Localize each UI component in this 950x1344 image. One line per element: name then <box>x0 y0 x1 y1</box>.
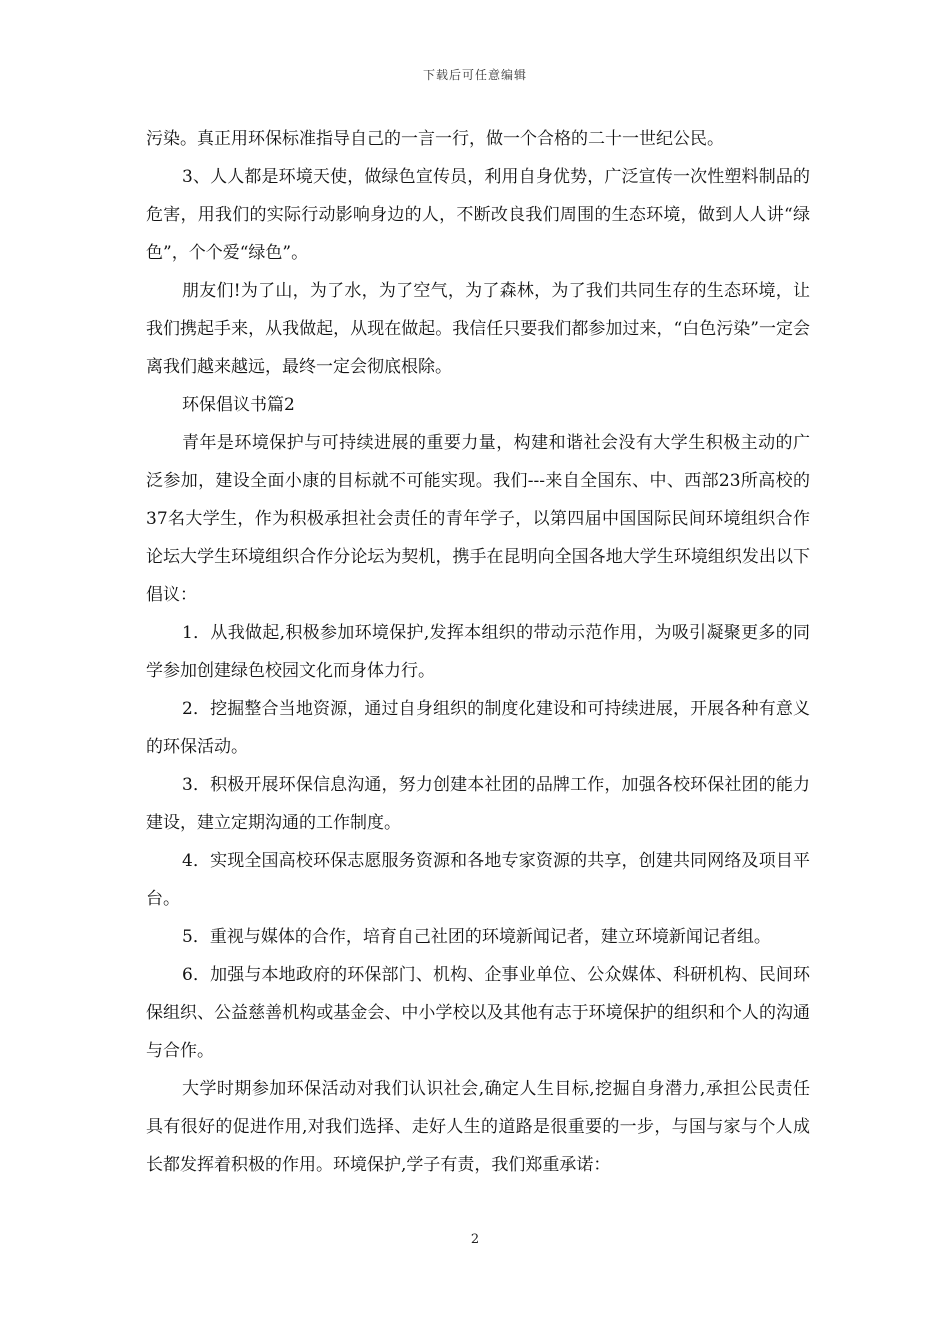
section-heading: 环保倡议书篇2 <box>182 395 295 415</box>
paragraph-3: 朋友们!为了山，为了水，为了空气，为了森林，为了我们共同生存的生态环境，让我们携起手来，从我做起，从现在做起。我信任只要我们都参加过来，“白色污染”一定会离我们越来越远，最终一定会彻底根除。 <box>146 281 810 377</box>
list-item-4: 4．实现全国高校环保志愿服务资源和各地专家资源的共享，创建共同网络及项目平台。 <box>146 851 810 909</box>
list-item-6: 6．加强与本地政府的环保部门、机构、企事业单位、公众媒体、科研机构、民间环保组织、公益慈善机构或基金会、中小学校以及其他有志于环境保护的组织和个人的沟通与合作。 <box>146 965 810 1061</box>
document-body <box>146 120 810 1184</box>
paragraph-2: 3、人人都是环境天使，做绿色宣传员，利用自身优势，广泛宣传一次性塑料制品的危害，用我们的实际行动影响身边的人，不断改良我们周围的生态环境，做到人人讲“绿色”，个个爱“绿色”。 <box>146 167 810 263</box>
paragraph-12: 大学时期参加环保活动对我们认识社会,确定人生目标,挖掘自身潜力,承担公民责任具有很好的促进作用,对我们选择、走好人生的道路是很重要的一步，与国与家与个人成长都发挥着积极的作用。环境保护,学子有责，我们郑重承诺： <box>146 1079 810 1175</box>
list-item-1: 1．从我做起,积极参加环境保护,发挥本组织的带动示范作用，为吸引凝聚更多的同学参加创建绿色校园文化而身体力行。 <box>146 623 810 681</box>
paragraph-5: 青年是环境保护与可持续进展的重要力量，构建和谐社会没有大学生积极主动的广泛参加，建设全面小康的目标就不可能实现。我们---来自全国东、中、西部23所高校的37名大学生，作为积极承担社会责任的青年学子，以第四届中国国际民间环境组织合作论坛大学生环境组织合作分论坛为契机，携手在昆明向全国各地大学生环境组织发出以下倡议： <box>146 433 810 605</box>
list-item-2: 2．挖掘整合当地资源，通过自身组织的制度化建设和可持续进展，开展各种有意义的环保活动。 <box>146 699 810 757</box>
page-number: 2 <box>470 1232 480 1247</box>
list-item-5: 5．重视与媒体的合作，培育自己社团的环境新闻记者，建立环境新闻记者组。 <box>182 927 771 947</box>
paragraph-1: 污染。真正用环保标准指导自己的一言一行，做一个合格的二十一世纪公民。 <box>146 129 724 149</box>
list-item-3: 3．积极开展环保信息沟通，努力创建本社团的品牌工作，加强各校环保社团的能力建设，建立定期沟通的工作制度。 <box>146 775 810 833</box>
page-header: 下载后可任意编辑 <box>422 68 527 82</box>
